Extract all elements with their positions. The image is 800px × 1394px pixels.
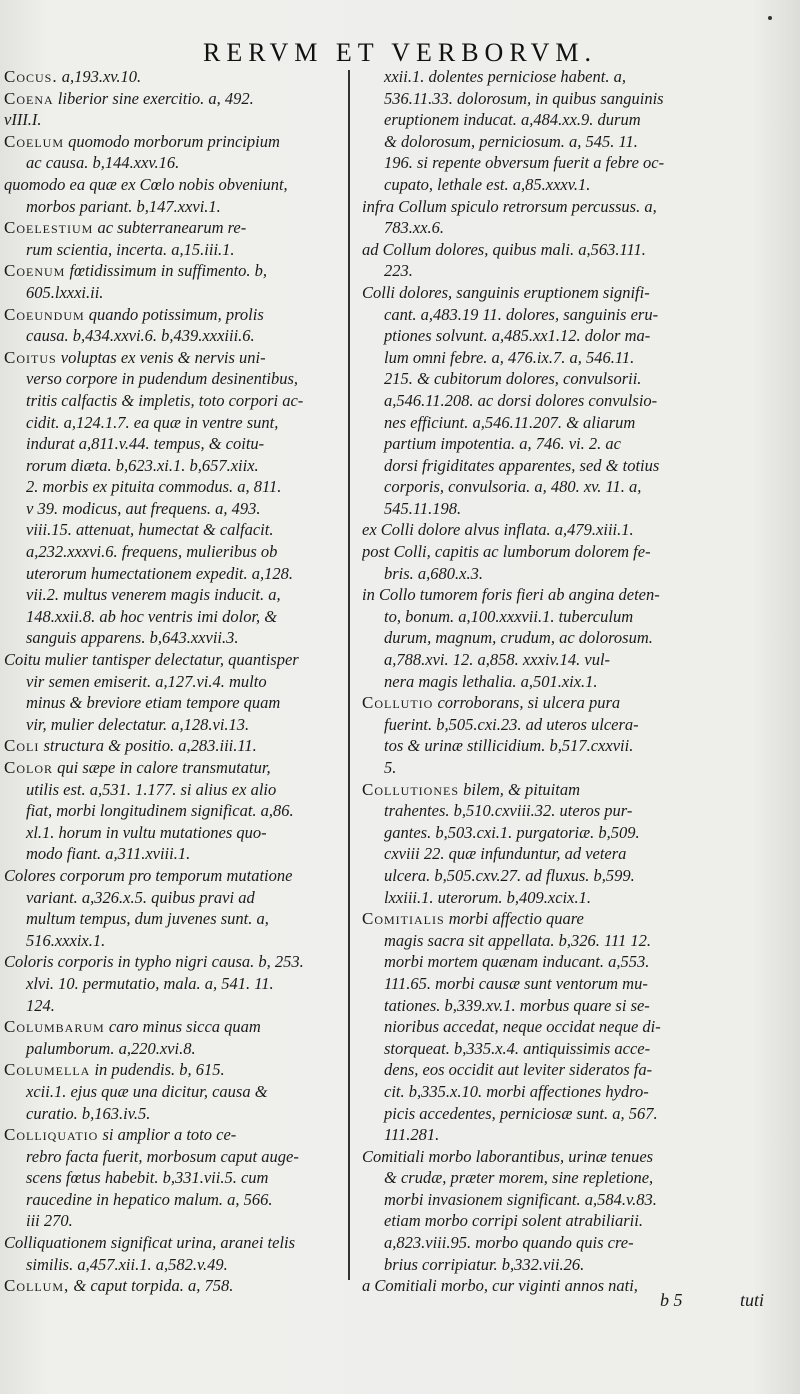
index-line [4, 951, 350, 973]
index-line [362, 908, 714, 930]
index-line [4, 779, 350, 801]
index-line [4, 1016, 350, 1038]
headword: Coeundum [4, 304, 85, 324]
headword: Collum, [4, 1276, 70, 1296]
entry-text: durum, magnum, crudum, ac dolorosum. [384, 628, 653, 648]
index-line [4, 1103, 350, 1125]
entry-text: ex Colli dolore alvus inflata. a,479.xiii.1. [362, 520, 634, 540]
headword: Colliquatio [4, 1125, 99, 1145]
entry-text: rorum diæta. b,623.xi.1. b,657.xiix. [26, 455, 259, 475]
entry-text: & crudæ, præter morem, sine repletione, [384, 1168, 654, 1188]
index-line [362, 368, 714, 390]
index-line [4, 649, 350, 671]
headword: Cocus. [4, 67, 58, 86]
entry-text: cit. b,335.x.10. morbi affectiones hydro- [384, 1081, 649, 1101]
entry-text: minus & breviore etiam tempore quam [26, 693, 281, 713]
entry-text: iii 270. [26, 1211, 73, 1231]
index-line [4, 455, 350, 477]
index-line [362, 757, 714, 779]
index-line [362, 995, 714, 1017]
entry-text: morbi affectio quare [448, 909, 584, 929]
index-line [362, 1103, 714, 1125]
entry-text: Colores corporum pro temporum mutatione [4, 865, 293, 885]
index-line [4, 1167, 350, 1189]
index-line [4, 735, 350, 757]
index-line [4, 88, 350, 110]
entry-text: picis accedentes, perniciosæ sunt. a, 567. [384, 1103, 658, 1123]
entry-text: etiam morbo corripi solent atrabiliarii. [384, 1211, 643, 1231]
entry-text: utilis est. a,531. 1.177. si alius ex alio [26, 779, 277, 799]
index-line [362, 735, 714, 757]
entry-text: & caput torpida. a, 758. [73, 1276, 234, 1296]
index-line [4, 1254, 350, 1276]
index-line [362, 627, 714, 649]
index-line [362, 951, 714, 973]
entry-text: caro minus sicca quam [108, 1017, 261, 1037]
index-line [362, 174, 714, 196]
entry-text: 516.xxxix.1. [26, 930, 106, 950]
index-line [362, 152, 714, 174]
headword: Collutiones [362, 779, 459, 799]
entry-text: post Colli, capitis ac lumborum dolorem fe- [362, 542, 651, 562]
entry-text: viii.15. attenuat, humectat & calfacit. [26, 520, 274, 540]
index-line [4, 1059, 350, 1081]
index-line [362, 584, 714, 606]
index-line [4, 1232, 350, 1254]
index-line [4, 1038, 350, 1060]
index-line [362, 282, 714, 304]
index-line [362, 541, 714, 563]
entry-text: dorsi frigiditates apparentes, sed & totius [384, 455, 660, 475]
entry-text: corroborans, si ulcera pura [437, 693, 621, 713]
index-line [362, 88, 714, 110]
entry-text: scens fœtus habebit. b,331.vii.5. cum [26, 1168, 269, 1188]
index-line [362, 843, 714, 865]
entry-text: tationes. b,339.xv.1. morbus quare si se- [384, 995, 650, 1015]
entry-text: cant. a,483.19 11. dolores, sanguinis eru- [384, 304, 659, 324]
index-line [362, 1081, 714, 1103]
index-line [362, 260, 714, 282]
index-line [362, 1146, 714, 1168]
entry-text: xxii.1. dolentes perniciose habent. a, [384, 67, 626, 86]
index-line [4, 433, 350, 455]
entry-text: in Collo tumorem foris fieri ab angina deten- [362, 585, 660, 605]
entry-text: trahentes. b,510.cxviii.32. uteros pur- [384, 801, 633, 821]
index-line [4, 930, 350, 952]
ink-dot [768, 16, 772, 20]
index-line [362, 131, 714, 153]
index-line [4, 304, 350, 326]
entry-text: nera magis lethalia. a,501.xix.1. [384, 671, 598, 691]
index-line [4, 66, 350, 88]
entry-text: lxxiii.1. uterorum. b,409.xcix.1. [384, 887, 591, 907]
index-line [362, 455, 714, 477]
entry-text: magis sacra sit appellata. b,326. 111 12. [384, 930, 652, 950]
index-line [362, 930, 714, 952]
index-line [362, 887, 714, 909]
entry-text: a,823.viii.95. morbo quando quis cre- [384, 1233, 634, 1253]
entry-text: dens, eos occidit aut leviter sideratos fa- [384, 1060, 653, 1080]
index-line [362, 1210, 714, 1232]
entry-text: tritis calfactis & impletis, toto corpori ac- [26, 390, 304, 410]
entry-text: morbi invasionem significant. a,584.v.83. [384, 1189, 657, 1209]
index-line [4, 714, 350, 736]
index-line [4, 390, 350, 412]
index-line [4, 347, 350, 369]
index-line [362, 973, 714, 995]
entry-text: & dolorosum, perniciosum. a, 545. 11. [384, 131, 638, 151]
entry-text: bilem, & pituitam [463, 779, 580, 799]
catchword: tuti [740, 1290, 765, 1310]
index-line [4, 671, 350, 693]
entry-text: verso corpore in pudendum desinentibus, [26, 369, 299, 389]
index-line [362, 671, 714, 693]
entry-text: eruptionem inducat. a,484.xx.9. durum [384, 110, 641, 130]
index-line [362, 109, 714, 131]
index-line [4, 131, 350, 153]
entry-text: morbi mortem quænam inducant. a,553. [384, 952, 650, 972]
entry-text: partium impotentia. a, 746. vi. 2. ac [384, 434, 621, 454]
headword: Coelum [4, 131, 65, 151]
entry-text: indurat a,811.v.44. tempus, & coitu- [26, 434, 265, 454]
index-line [362, 606, 714, 628]
entry-text: 111.281. [384, 1125, 440, 1145]
entry-text: to, bonum. a,100.xxxvii.1. tuberculum [384, 606, 634, 626]
entry-text: gantes. b,503.cxi.1. purgatoriæ. b,509. [384, 822, 640, 842]
entry-text: fuerint. b,505.cxi.23. ad uteros ulcera- [384, 714, 639, 734]
entry-text: uterorum humectationem expedit. a,128. [26, 563, 293, 583]
entry-text: sanguis apparens. b,643.xxvii.3. [26, 628, 239, 648]
entry-text: 111.65. morbi causæ sunt ventorum mu- [384, 973, 648, 993]
index-line [362, 519, 714, 541]
index-line [362, 239, 714, 261]
entry-text: xcii.1. ejus quæ una dicitur, causa & [26, 1081, 268, 1101]
index-line [4, 692, 350, 714]
index-line [4, 260, 350, 282]
headword: Comitialis [362, 909, 445, 929]
index-line [4, 282, 350, 304]
left-column [4, 66, 350, 1297]
index-line [4, 1189, 350, 1211]
entry-text: brius corripiatur. b,332.vii.26. [384, 1254, 585, 1274]
index-line [4, 217, 350, 239]
index-line [4, 822, 350, 844]
entry-text: Coitu mulier tantisper delectatur, quantisper [4, 650, 299, 670]
index-line [362, 800, 714, 822]
index-line [4, 563, 350, 585]
entry-text: a,546.11.208. ac dorsi dolores convulsio- [384, 390, 658, 410]
entry-text: vii.2. multus venerem magis inducit. a, [26, 585, 281, 605]
entry-text: ac subterranearum re- [97, 218, 247, 238]
index-line [362, 476, 714, 498]
index-line [362, 217, 714, 239]
entry-text: vir, mulier delectatur. a,128.vi.13. [26, 714, 250, 734]
entry-text: xl.1. horum in vultu mutationes quo- [26, 822, 267, 842]
entry-text: 5. [384, 758, 397, 777]
index-line [4, 908, 350, 930]
index-line [362, 1124, 714, 1146]
index-line [362, 1189, 714, 1211]
index-line [362, 1038, 714, 1060]
entry-text: palumborum. a,220.xvi.8. [26, 1038, 196, 1058]
entry-text: 605.lxxxi.ii. [26, 282, 104, 302]
index-line [4, 498, 350, 520]
headword: Coenum [4, 261, 66, 281]
entry-text: Colliquationem significat urina, aranei telis [4, 1233, 296, 1253]
index-line [362, 433, 714, 455]
entry-text: cidit. a,124.1.7. ea quæ in ventre sunt, [26, 412, 279, 432]
index-line [4, 865, 350, 887]
index-line [362, 390, 714, 412]
headword: Coli [4, 736, 40, 756]
index-line [362, 692, 714, 714]
entry-text: cupato, lethale est. a,85.xxxv.1. [384, 174, 591, 194]
entry-text: nes efficiunt. a,546.11.207. & aliarum [384, 412, 636, 432]
entry-text: Comitiali morbo laborantibus, urinæ tenues [362, 1146, 654, 1166]
index-line [362, 1167, 714, 1189]
index-line [4, 606, 350, 628]
entry-text: modo fiant. a,311.xviii.1. [26, 844, 191, 864]
index-line [4, 1275, 350, 1297]
index-line [362, 196, 714, 218]
headword: Columbarum [4, 1017, 105, 1037]
index-line [4, 412, 350, 434]
headword: Collutio [362, 693, 434, 713]
index-line [4, 843, 350, 865]
index-line [362, 1059, 714, 1081]
index-line [362, 325, 714, 347]
index-line [4, 174, 350, 196]
entry-text: ac causa. b,144.xxv.16. [26, 153, 180, 173]
entry-text: fiat, morbi longitudinem significat. a,86. [26, 801, 294, 821]
index-line [4, 973, 350, 995]
index-line [362, 498, 714, 520]
signature-mark: b 5 [660, 1290, 683, 1310]
index-line [4, 1124, 350, 1146]
entry-text: rum scientia, incerta. a,15.iii.1. [26, 239, 235, 259]
index-line [4, 584, 350, 606]
index-line [4, 995, 350, 1017]
entry-text: rebro facta fuerit, morbosum caput auge- [26, 1146, 299, 1166]
index-line [362, 779, 714, 801]
entry-text: fœtidissimum in suffimento. b, [69, 261, 268, 281]
index-line [4, 152, 350, 174]
entry-text: 196. si repente obversum fuerit a febre oc- [384, 153, 665, 173]
index-line [362, 822, 714, 844]
entry-text: quomodo morborum principium [68, 131, 280, 151]
index-line [4, 368, 350, 390]
entry-text: ulcera. b,505.cxv.27. ad fluxus. b,599. [384, 865, 635, 885]
entry-text: tos & urinæ stillicidium. b,517.cxxvii. [384, 736, 634, 756]
entry-text: storqueat. b,335.x.4. antiquissimis acce- [384, 1038, 651, 1058]
entry-text: corporis, convulsoria. a, 480. xv. 11. a, [384, 477, 642, 497]
index-line [4, 519, 350, 541]
entry-text: lum omni febre. a, 476.ix.7. a, 546.11. [384, 347, 635, 367]
headword: Coelestium [4, 218, 94, 238]
index-line [4, 325, 350, 347]
running-header: RERVM ET VERBORVM. [203, 38, 597, 67]
entry-text: cxviii 22. quæ infunduntur, ad vetera [384, 844, 627, 864]
index-line [362, 1232, 714, 1254]
headword: Columella [4, 1060, 91, 1080]
entry-text: liberior sine exercitio. a, 492. [57, 88, 254, 108]
entry-text: raucedine in hepatico malum. a, 566. [26, 1189, 273, 1209]
index-line [362, 412, 714, 434]
entry-text: quando potissimum, prolis [88, 304, 264, 324]
entry-text: 148.xxii.8. ab hoc ventris imi dolor, & [26, 606, 278, 626]
entry-text: similis. a,457.xii.1. a,582.v.49. [26, 1254, 228, 1274]
entry-text: structura & positio. a,283.iii.11. [43, 736, 257, 756]
entry-text: a,232.xxxvi.6. frequens, mulieribus ob [26, 542, 278, 562]
entry-text: vIII.I. [4, 110, 42, 130]
index-line [362, 649, 714, 671]
entry-text: 2. morbis ex pituita commodus. a, 811. [26, 477, 282, 497]
right-column [362, 66, 714, 1297]
index-line [4, 239, 350, 261]
index-line [4, 800, 350, 822]
index-line [4, 887, 350, 909]
index-line [362, 1254, 714, 1276]
entry-text: v 39. modicus, aut frequens. a, 493. [26, 498, 261, 518]
entry-text: a Comitiali morbo, cur viginti annos nati, [362, 1276, 638, 1296]
entry-text: in pudendis. b, 615. [94, 1060, 225, 1080]
index-line [4, 196, 350, 218]
index-line [4, 541, 350, 563]
index-line [4, 1081, 350, 1103]
entry-text: a,193.xv.10. [61, 67, 142, 86]
entry-text: nioribus accedat, neque occidat neque di- [384, 1017, 661, 1037]
entry-text: infra Collum spiculo retrorsum percussus. a, [362, 196, 657, 216]
index-line [362, 563, 714, 585]
index-line [362, 865, 714, 887]
index-line [4, 109, 350, 131]
index-line [362, 66, 714, 88]
index-line [362, 347, 714, 369]
entry-text: qui sæpe in calore transmutatur, [57, 758, 271, 777]
entry-text: quomodo ea quæ ex Cœlo nobis obveniunt, [4, 174, 288, 194]
entry-text: vir semen emiserit. a,127.vi.4. multo [26, 671, 267, 691]
entry-text: voluptas ex venis & nervis uni- [60, 347, 266, 367]
entry-text: 545.11.198. [384, 498, 462, 518]
index-line [4, 1210, 350, 1232]
headword: Coitus [4, 347, 57, 367]
entry-text: 783.xx.6. [384, 218, 445, 238]
entry-text: morbos pariant. b,147.xxvi.1. [26, 196, 221, 216]
index-line [4, 1146, 350, 1168]
entry-text: xlvi. 10. permutatio, mala. a, 541. 11. [26, 973, 274, 993]
index-line [362, 714, 714, 736]
index-line [362, 304, 714, 326]
headword: Color [4, 758, 54, 777]
entry-text: 536.11.33. dolorosum, in quibus sanguinis [384, 88, 664, 108]
entry-text: curatio. b,163.iv.5. [26, 1103, 151, 1123]
entry-text: si amplior a toto ce- [102, 1125, 237, 1145]
entry-text: Coloris corporis in typho nigri causa. b, 253. [4, 952, 304, 972]
entry-text: causa. b,434.xxvi.6. b,439.xxxiii.6. [26, 326, 255, 346]
entry-text: 215. & cubitorum dolores, convulsorii. [384, 369, 642, 389]
entry-text: Colli dolores, sanguinis eruptionem signifi- [362, 282, 650, 302]
entry-text: ad Collum dolores, quibus mali. a,563.111. [362, 239, 646, 259]
index-line [4, 757, 350, 779]
headword: Coena [4, 88, 54, 108]
entry-text: bris. a,680.x.3. [384, 563, 483, 583]
index-line [4, 627, 350, 649]
entry-text: 124. [26, 995, 55, 1015]
entry-text: variant. a,326.x.5. quibus pravi ad [26, 887, 255, 907]
index-line [362, 1016, 714, 1038]
entry-text: ptiones solvunt. a,485.xx1.12. dolor ma- [384, 326, 651, 346]
entry-text: a,788.xvi. 12. a,858. xxxiv.14. vul- [384, 650, 611, 670]
entry-text: 223. [384, 261, 413, 281]
index-line [4, 476, 350, 498]
entry-text: multum tempus, dum juvenes sunt. a, [26, 909, 269, 929]
